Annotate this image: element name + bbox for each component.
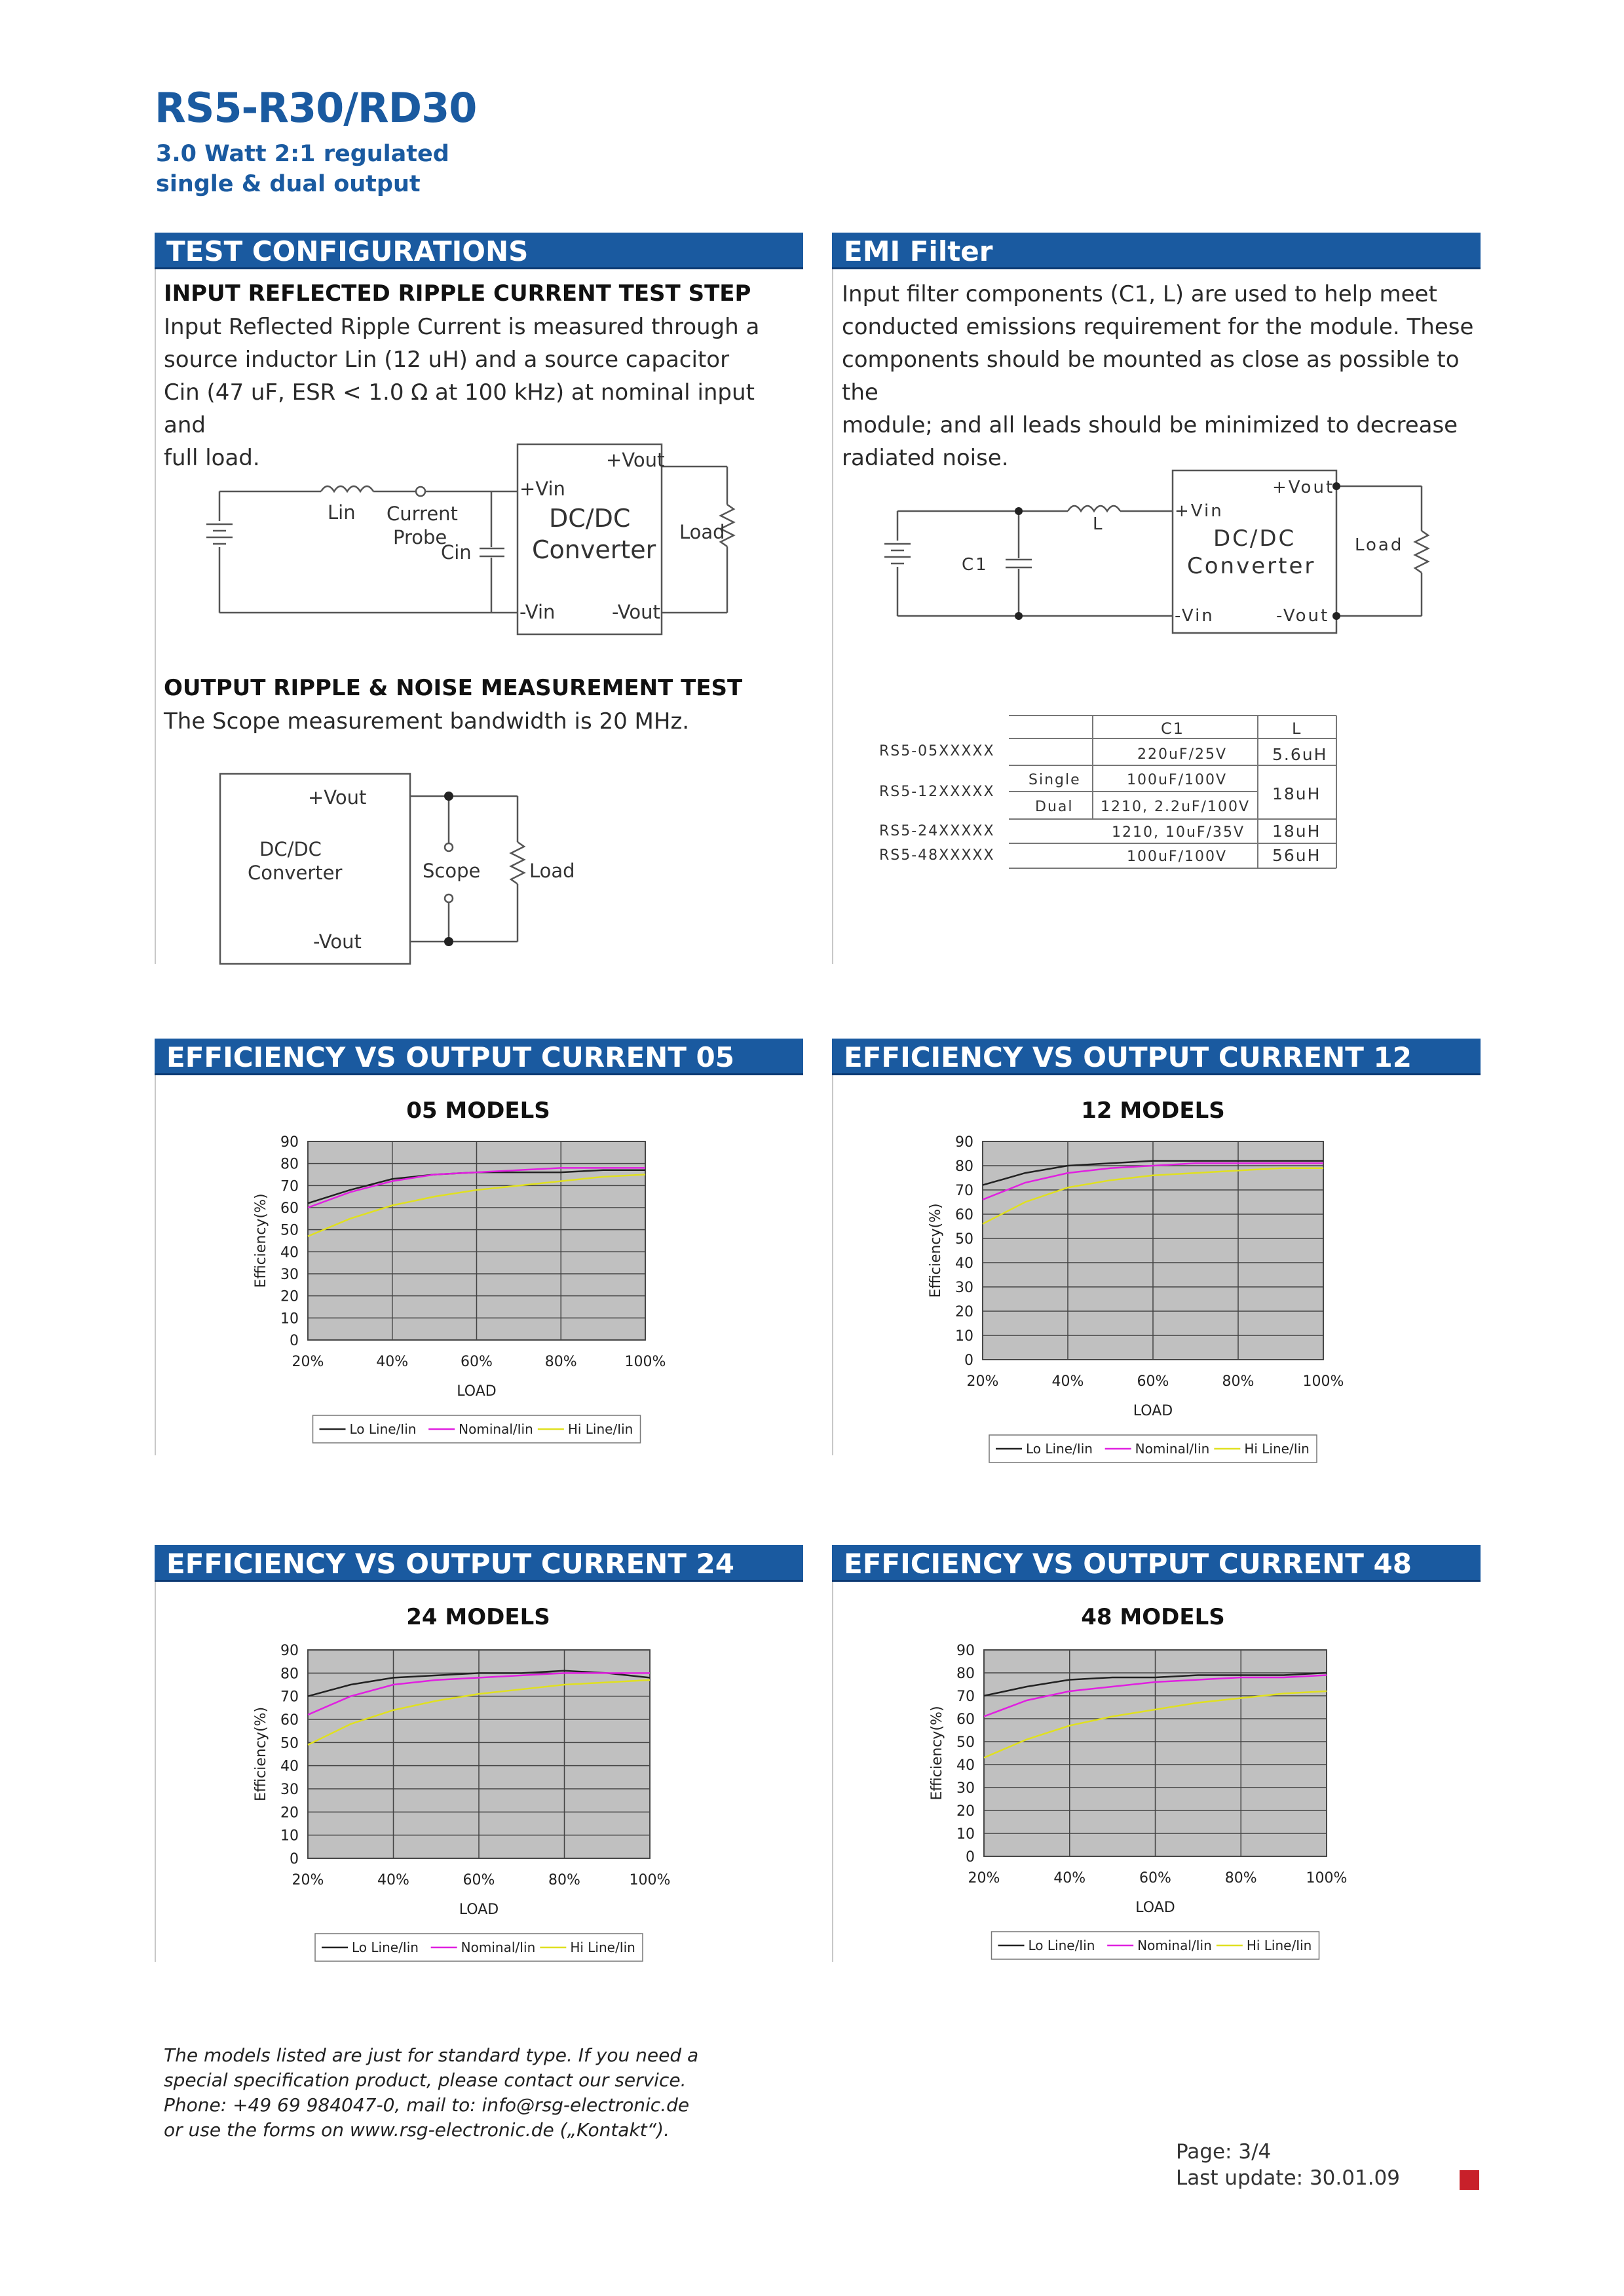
diagram1-vout-minus: -Vout bbox=[612, 601, 660, 623]
footer-note-line-2: special specification product, please contact our service. bbox=[164, 2069, 687, 2091]
emi-component-table bbox=[878, 708, 1350, 868]
x-tick-label: 60% bbox=[463, 1872, 495, 1888]
emi-table-single: Single bbox=[1029, 772, 1081, 788]
y-tick-label: 10 bbox=[955, 1328, 973, 1345]
emi-table-model-05: RS5-05XXXXX bbox=[879, 743, 995, 759]
y-tick-label: 60 bbox=[280, 1712, 299, 1729]
subtitle-line-2: single & dual output bbox=[156, 171, 421, 197]
y-tick-label: 20 bbox=[956, 1803, 975, 1820]
emi-diagram-dcdc: DC/DC bbox=[1213, 526, 1296, 552]
y-tick-label: 70 bbox=[280, 1178, 299, 1195]
emi-table-r4-l: 18uH bbox=[1272, 822, 1321, 841]
y-tick-label: 10 bbox=[280, 1827, 299, 1845]
efficiency-05-bar: EFFICIENCY VS OUTPUT CURRENT 05 bbox=[155, 1039, 803, 1075]
emi-filter-bar: EMI Filter bbox=[832, 233, 1481, 269]
emi-diagram-vout-plus: +Vout bbox=[1272, 478, 1335, 497]
left-column-divider bbox=[155, 269, 156, 964]
x-tick-label: 60% bbox=[1137, 1373, 1169, 1390]
page-info bbox=[1176, 2139, 1400, 2191]
legend-label-1: Lo Line/Iin bbox=[1026, 1441, 1093, 1457]
chart-24-divider bbox=[155, 1582, 156, 1962]
chart-48-title: 48 MODELS bbox=[1081, 1604, 1225, 1630]
efficiency-24-bar: EFFICIENCY VS OUTPUT CURRENT 24 bbox=[155, 1545, 803, 1582]
y-tick-label: 20 bbox=[955, 1304, 973, 1320]
y-tick-label: 40 bbox=[955, 1255, 973, 1272]
emi-diagram-load: Load bbox=[1355, 535, 1404, 555]
legend-label-2: Nominal/Iin bbox=[1135, 1441, 1210, 1457]
y-axis-label: Efficiency(%) bbox=[253, 1706, 269, 1802]
x-tick-label: 80% bbox=[1222, 1373, 1255, 1390]
efficiency-48-bar: EFFICIENCY VS OUTPUT CURRENT 48 bbox=[832, 1545, 1481, 1582]
y-tick-label: 80 bbox=[280, 1666, 299, 1683]
diagram1-lin-label: Lin bbox=[328, 501, 356, 524]
legend-label-2: Nominal/Iin bbox=[1137, 1938, 1212, 1953]
footer-note-line-3: Phone: +49 69 984047-0, mail to: info@rsg-electronic.de bbox=[164, 2094, 690, 2116]
legend-label-3: Hi Line/Iin bbox=[567, 1421, 633, 1437]
diagram1-vout-plus: +Vout bbox=[606, 449, 665, 471]
emi-line-3: components should be mounted as close as possible to the bbox=[842, 347, 1460, 406]
emi-table-head-l: L bbox=[1292, 719, 1302, 738]
legend-label-3: Hi Line/Iin bbox=[1244, 1441, 1310, 1457]
y-axis-label: Efficiency(%) bbox=[928, 1203, 944, 1298]
y-tick-label: 80 bbox=[956, 1666, 975, 1682]
noise-test-diagram bbox=[216, 770, 575, 966]
y-tick-label: 90 bbox=[956, 1643, 975, 1659]
chart-05-divider bbox=[155, 1075, 156, 1455]
x-tick-label: 40% bbox=[377, 1872, 409, 1888]
diagram1-current-label: Current bbox=[387, 503, 458, 525]
test-configurations-bar: TEST CONFIGURATIONS bbox=[155, 233, 803, 269]
emi-table-r23-l: 18uH bbox=[1272, 784, 1321, 803]
right-column-divider bbox=[832, 269, 833, 964]
chart-12-divider bbox=[832, 1075, 833, 1455]
y-tick-label: 20 bbox=[280, 1805, 299, 1822]
y-tick-label: 60 bbox=[956, 1712, 975, 1728]
chart-48-panel bbox=[904, 1604, 1402, 1971]
emi-line-4: module; and all leads should be minimized to decrease bbox=[842, 412, 1458, 438]
y-tick-label: 70 bbox=[956, 1689, 975, 1705]
y-tick-label: 50 bbox=[955, 1231, 973, 1248]
accent-square bbox=[1460, 2170, 1479, 2190]
diagram1-converter: Converter bbox=[532, 535, 656, 564]
emi-table-r5-l: 56uH bbox=[1272, 846, 1321, 865]
y-tick-label: 60 bbox=[280, 1200, 299, 1217]
emi-table-r2-c1: 100uF/100V bbox=[1127, 772, 1228, 788]
x-tick-label: 100% bbox=[1302, 1373, 1344, 1390]
emi-table-r1-l: 5.6uH bbox=[1272, 745, 1328, 764]
emi-table-dual: Dual bbox=[1035, 799, 1074, 815]
ripple-heading: INPUT REFLECTED RIPPLE CURRENT TEST STEP bbox=[164, 280, 751, 307]
y-tick-label: 50 bbox=[956, 1734, 975, 1751]
last-update: Last update: 30.01.09 bbox=[1176, 2166, 1400, 2190]
chart-12-panel bbox=[904, 1098, 1402, 1464]
diagram2-scope: Scope bbox=[423, 860, 481, 882]
noise-text: The Scope measurement bandwidth is 20 MHz. bbox=[164, 708, 690, 735]
chart-24-title: 24 MODELS bbox=[406, 1604, 550, 1630]
emi-table-r4-c1: 1210, 10uF/35V bbox=[1112, 824, 1245, 841]
ripple-line-2: source inductor Lin (12 uH) and a source capacitor bbox=[164, 347, 730, 373]
diagram2-load: Load bbox=[529, 860, 575, 882]
y-tick-label: 50 bbox=[280, 1222, 299, 1239]
diagram2-vout-plus: +Vout bbox=[308, 786, 367, 809]
x-axis-label: LOAD bbox=[1133, 1403, 1173, 1419]
chart-05-plot bbox=[229, 1124, 727, 1451]
diagram2-converter: Converter bbox=[248, 862, 343, 884]
y-tick-label: 80 bbox=[955, 1158, 973, 1175]
y-tick-label: 40 bbox=[280, 1244, 299, 1261]
x-tick-label: 100% bbox=[629, 1872, 671, 1888]
legend-label-3: Hi Line/Iin bbox=[1246, 1938, 1312, 1953]
x-tick-label: 40% bbox=[376, 1354, 409, 1370]
footer-note-line-1: The models listed are just for standard type. If you need a bbox=[164, 2044, 699, 2066]
chart-48-plot bbox=[904, 1630, 1402, 1971]
legend-label-1: Lo Line/Iin bbox=[352, 1940, 419, 1955]
emi-diagram-l: L bbox=[1093, 514, 1105, 534]
chart-05-panel bbox=[229, 1098, 727, 1451]
footer-note-line-4: or use the forms on www.rsg-electronic.de („Kontakt“). bbox=[164, 2119, 670, 2141]
y-tick-label: 60 bbox=[955, 1207, 973, 1223]
chart-05-title: 05 MODELS bbox=[406, 1098, 550, 1124]
chart-24-plot bbox=[229, 1630, 727, 1971]
ripple-line-4: full load. bbox=[164, 445, 260, 471]
y-tick-label: 80 bbox=[280, 1156, 299, 1173]
x-axis-label: LOAD bbox=[459, 1902, 499, 1918]
x-tick-label: 40% bbox=[1051, 1373, 1084, 1390]
legend-label-1: Lo Line/Iin bbox=[1028, 1938, 1095, 1953]
x-tick-label: 100% bbox=[1306, 1870, 1348, 1886]
x-tick-label: 80% bbox=[544, 1354, 577, 1370]
y-tick-label: 30 bbox=[956, 1780, 975, 1797]
page-number: Page: 3/4 bbox=[1176, 2140, 1272, 2164]
emi-table-r1-c1: 220uF/25V bbox=[1137, 746, 1228, 763]
chart-24-panel bbox=[229, 1604, 727, 1971]
x-axis-label: LOAD bbox=[1135, 1900, 1175, 1916]
chart-12-title: 12 MODELS bbox=[1081, 1098, 1225, 1124]
y-tick-label: 30 bbox=[280, 1782, 299, 1798]
emi-table-r5-c1: 100uF/100V bbox=[1127, 849, 1228, 865]
document-title: RS5-R30/RD30 bbox=[155, 84, 477, 132]
y-tick-label: 50 bbox=[280, 1735, 299, 1752]
emi-line-1: Input filter components (C1, L) are used to help meet bbox=[842, 281, 1437, 307]
y-axis-label: Efficiency(%) bbox=[253, 1193, 269, 1288]
y-tick-label: 70 bbox=[280, 1689, 299, 1706]
noise-heading: OUTPUT RIPPLE & NOISE MEASUREMENT TEST bbox=[164, 675, 743, 701]
emi-diagram-c1: C1 bbox=[962, 555, 989, 575]
diagram1-load: Load bbox=[679, 521, 725, 543]
emi-line-5: radiated noise. bbox=[842, 445, 1009, 471]
y-tick-label: 30 bbox=[955, 1280, 973, 1296]
emi-diagram-vin-plus: +Vin bbox=[1175, 501, 1224, 521]
emi-diagram-vout-minus: -Vout bbox=[1276, 606, 1330, 626]
y-tick-label: 0 bbox=[290, 1333, 299, 1349]
y-tick-label: 20 bbox=[280, 1288, 299, 1305]
emi-diagram-vin-minus: -Vin bbox=[1175, 606, 1215, 626]
y-tick-label: 0 bbox=[964, 1352, 973, 1369]
legend-label-3: Hi Line/Iin bbox=[570, 1940, 635, 1955]
diagram1-vin-minus: -Vin bbox=[519, 601, 556, 623]
x-tick-label: 20% bbox=[968, 1870, 1000, 1886]
chart-12-plot bbox=[904, 1124, 1402, 1471]
x-tick-label: 20% bbox=[292, 1872, 324, 1888]
footer-note bbox=[164, 2043, 753, 2143]
legend-label-1: Lo Line/Iin bbox=[349, 1421, 417, 1437]
ripple-line-1: Input Reflected Ripple Current is measured through a bbox=[164, 314, 760, 340]
y-tick-label: 70 bbox=[955, 1183, 973, 1199]
emi-filter-diagram bbox=[871, 459, 1448, 642]
y-tick-label: 90 bbox=[955, 1134, 973, 1151]
x-tick-label: 80% bbox=[548, 1872, 580, 1888]
subtitle-line-1: 3.0 Watt 2:1 regulated bbox=[156, 141, 449, 167]
legend-label-2: Nominal/Iin bbox=[461, 1940, 536, 1955]
emi-text bbox=[842, 278, 1477, 474]
emi-table-model-48: RS5-48XXXXX bbox=[879, 847, 995, 864]
y-tick-label: 0 bbox=[966, 1849, 975, 1866]
chart-48-divider bbox=[832, 1582, 833, 1962]
y-tick-label: 40 bbox=[956, 1757, 975, 1774]
ripple-line-3: Cin (47 uF, ESR < 1.0 Ω at 100 kHz) at nominal input and bbox=[164, 379, 755, 438]
x-tick-label: 40% bbox=[1053, 1870, 1086, 1886]
y-tick-label: 0 bbox=[290, 1851, 299, 1867]
diagram1-cin-label: Cin bbox=[441, 541, 472, 564]
x-tick-label: 20% bbox=[966, 1373, 999, 1390]
y-tick-label: 10 bbox=[956, 1826, 975, 1843]
legend-label-2: Nominal/Iin bbox=[459, 1421, 533, 1437]
x-axis-label: LOAD bbox=[457, 1383, 497, 1400]
emi-line-2: conducted emissions requirement for the module. These bbox=[842, 314, 1474, 340]
y-tick-label: 30 bbox=[280, 1267, 299, 1283]
emi-table-head-c1: C1 bbox=[1161, 719, 1185, 738]
y-tick-label: 90 bbox=[280, 1134, 299, 1151]
emi-table-r3-c1: 1210, 2.2uF/100V bbox=[1101, 799, 1251, 815]
diagram1-vin-plus: +Vin bbox=[519, 478, 565, 500]
x-tick-label: 20% bbox=[292, 1354, 324, 1370]
y-axis-label: Efficiency(%) bbox=[929, 1706, 945, 1801]
diagram1-probe-label: Probe bbox=[393, 526, 447, 548]
emi-table-model-24: RS5-24XXXXX bbox=[879, 823, 995, 839]
x-tick-label: 100% bbox=[624, 1354, 666, 1370]
y-tick-label: 90 bbox=[280, 1643, 299, 1659]
efficiency-12-bar: EFFICIENCY VS OUTPUT CURRENT 12 bbox=[832, 1039, 1481, 1075]
diagram2-dcdc: DC/DC bbox=[259, 838, 322, 860]
y-tick-label: 10 bbox=[280, 1311, 299, 1328]
x-tick-label: 80% bbox=[1224, 1870, 1257, 1886]
emi-table-model-12: RS5-12XXXXX bbox=[879, 784, 995, 800]
ripple-test-diagram bbox=[197, 432, 760, 655]
x-tick-label: 60% bbox=[1139, 1870, 1171, 1886]
y-tick-label: 40 bbox=[280, 1758, 299, 1775]
diagram2-vout-minus: -Vout bbox=[313, 930, 362, 953]
document-subtitle bbox=[156, 139, 449, 199]
emi-diagram-converter: Converter bbox=[1187, 553, 1316, 579]
diagram1-dcdc: DC/DC bbox=[549, 504, 631, 533]
x-tick-label: 60% bbox=[461, 1354, 493, 1370]
